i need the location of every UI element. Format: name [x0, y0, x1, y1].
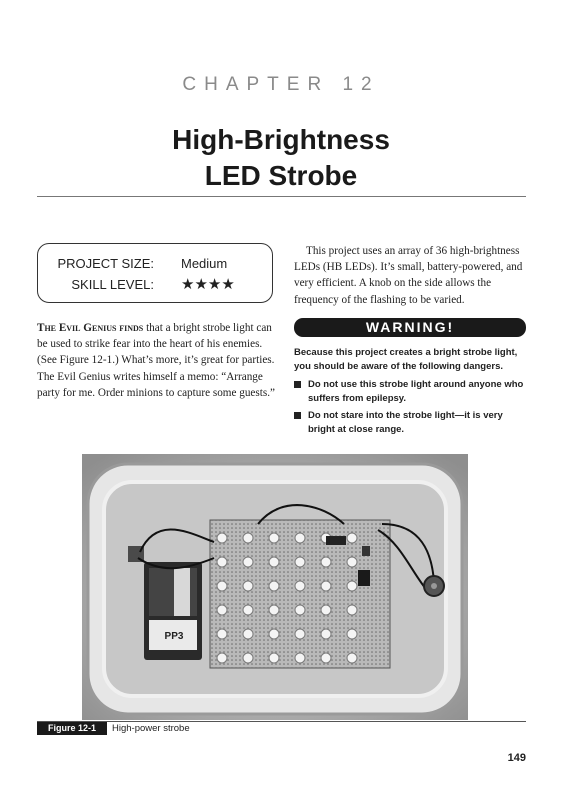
led — [347, 629, 357, 639]
figure-caption: High-power strobe — [112, 723, 190, 734]
skill-level-label: SKILL LEVEL: — [71, 277, 154, 292]
warning-bullet-text: Do not stare into the strobe light—it is very bright at close range. — [308, 410, 503, 435]
led — [321, 581, 331, 591]
title-line-2: LED Strobe — [204, 160, 358, 191]
led — [243, 557, 253, 567]
led — [243, 533, 253, 543]
caption-rule — [37, 721, 526, 722]
led — [321, 629, 331, 639]
transistor — [358, 570, 370, 586]
title-line-1: High-Brightness — [172, 124, 390, 155]
figure-label: Figure 12-1 — [37, 722, 107, 735]
warning-heading: WARNING! — [294, 318, 526, 337]
led — [269, 533, 279, 543]
skill-level-stars: ★★★★ — [181, 276, 235, 293]
led — [217, 605, 227, 615]
bullet-square-icon — [294, 381, 301, 388]
led — [243, 653, 253, 663]
led — [269, 605, 279, 615]
project-size-value: Medium — [181, 256, 228, 271]
bullet-square-icon — [294, 412, 301, 419]
battery-label: PP3 — [164, 631, 184, 642]
intro-text: that a bright strobe light can be used to strike fear into the heart of his enemies. (See Figure 12-1.) What’s more, it’s great for parties. The Evil Genius writes himself a memo: “Arrange party for me. Order minions to capture some guests.” — [37, 322, 275, 399]
ic-chip — [326, 536, 346, 545]
led — [295, 533, 305, 543]
warning-bullet — [294, 409, 526, 436]
led — [217, 653, 227, 663]
led — [295, 557, 305, 567]
warning-text: Because this project creates a bright strobe light, you should be aware of the following dangers. — [294, 347, 518, 372]
led — [321, 605, 331, 615]
led — [269, 629, 279, 639]
led — [269, 653, 279, 663]
led — [243, 581, 253, 591]
chapter-title — [0, 122, 562, 194]
warning-bullet — [294, 378, 526, 405]
led — [243, 629, 253, 639]
led — [295, 581, 305, 591]
led — [347, 557, 357, 567]
warning-list — [294, 378, 526, 440]
led — [295, 605, 305, 615]
led — [321, 653, 331, 663]
led — [217, 533, 227, 543]
led — [217, 557, 227, 567]
led — [321, 557, 331, 567]
led — [347, 581, 357, 591]
led — [243, 605, 253, 615]
chapter-label: CHAPTER 12 — [182, 74, 380, 95]
led — [217, 629, 227, 639]
title-rule — [37, 196, 526, 197]
project-info-box — [37, 243, 273, 303]
led — [295, 653, 305, 663]
battery — [144, 562, 202, 660]
led — [347, 653, 357, 663]
led — [295, 629, 305, 639]
project-description: This project uses an array of 36 high-brightness LEDs (HB LEDs). It’s small, battery-powered, and very efficient. A knob on the side allows the frequency of the flashing to be varied. — [294, 245, 523, 306]
led — [269, 581, 279, 591]
strobe-photo — [82, 454, 468, 720]
led — [269, 557, 279, 567]
intro-paragraph — [37, 320, 277, 401]
intro-lead: The Evil Genius finds — [37, 322, 144, 334]
project-size-label: PROJECT SIZE: — [57, 256, 154, 271]
led — [347, 533, 357, 543]
led — [217, 581, 227, 591]
led — [347, 605, 357, 615]
warning-bullet-text: Do not use this strobe light around anyone who suffers from epilepsy. — [308, 379, 524, 404]
page-number: 149 — [507, 752, 526, 764]
